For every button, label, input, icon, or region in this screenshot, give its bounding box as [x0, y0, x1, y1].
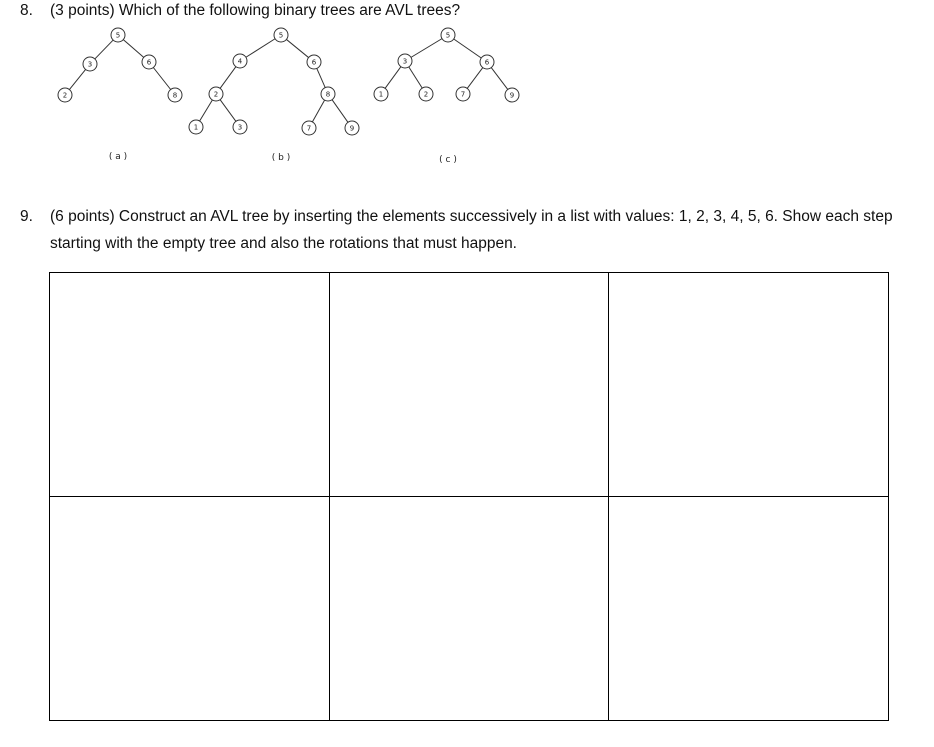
tree-caption: ( b ): [271, 153, 291, 163]
tree-node-label: 2: [213, 90, 219, 99]
tree-edge: [200, 100, 213, 121]
tree-node-label: 2: [423, 90, 429, 99]
tree-edge: [411, 39, 442, 58]
tree-edge: [409, 67, 422, 88]
tree-caption: ( a ): [108, 152, 128, 162]
binary-trees-figure: [0, 0, 934, 180]
tree-node-label: 8: [325, 90, 331, 99]
tree-node-label: 8: [172, 91, 178, 100]
tree-edge: [317, 68, 325, 87]
tree-edge: [312, 100, 324, 122]
tree-caption: ( c ): [439, 155, 457, 165]
question-9-number: 9.: [20, 208, 33, 225]
question-8-text: (3 points) Which of the following binary trees are AVL trees?: [50, 2, 461, 19]
tree-node-label: 5: [115, 31, 121, 40]
tree-edge: [123, 40, 143, 58]
question-9: [20, 203, 900, 259]
answer-grid: [49, 272, 889, 721]
tree-edge: [332, 100, 348, 123]
tree-node-label: 3: [402, 57, 408, 66]
tree-b: [189, 28, 359, 163]
answer-cell-5[interactable]: [330, 497, 610, 721]
question-8-number: 8.: [20, 2, 33, 19]
tree-node-label: 7: [306, 124, 312, 133]
answer-cell-1[interactable]: [50, 273, 330, 497]
tree-edge: [246, 39, 275, 58]
tree-edge: [467, 68, 483, 89]
tree-edge: [220, 100, 236, 122]
tree-node-label: 6: [146, 58, 152, 67]
tree-node-label: 1: [378, 90, 384, 99]
tree-node-label: 7: [460, 90, 466, 99]
tree-edge: [153, 67, 170, 89]
tree-node-label: 3: [237, 123, 243, 132]
tree-edge: [286, 39, 308, 57]
tree-edge: [95, 40, 113, 59]
tree-edge: [220, 67, 236, 89]
answer-cell-3[interactable]: [609, 273, 889, 497]
tree-c: [374, 28, 519, 165]
tree-a: [58, 28, 182, 162]
answer-cell-4[interactable]: [50, 497, 330, 721]
tree-edge: [385, 67, 401, 89]
tree-node-label: 6: [484, 58, 490, 67]
tree-node-label: 5: [278, 31, 284, 40]
tree-edge: [454, 39, 481, 58]
tree-edge: [491, 68, 508, 90]
tree-node-label: 6: [311, 58, 317, 67]
tree-node-label: 4: [237, 57, 243, 66]
tree-node-label: 1: [193, 123, 199, 132]
tree-node-label: 3: [87, 60, 93, 69]
answer-cell-6[interactable]: [609, 497, 889, 721]
question-9-text: (6 points) Construct an AVL tree by inserting the elements successively in a list with values: 1, 2, 3, 4, 5, 6. Show each step starting with the empty tree and also the rotations that must happen.: [50, 208, 893, 252]
tree-edge: [69, 69, 85, 89]
tree-node-label: 2: [62, 91, 68, 100]
answer-cell-2[interactable]: [330, 273, 610, 497]
tree-node-label: 9: [349, 124, 355, 133]
tree-node-label: 9: [509, 91, 515, 100]
tree-node-label: 5: [445, 31, 451, 40]
